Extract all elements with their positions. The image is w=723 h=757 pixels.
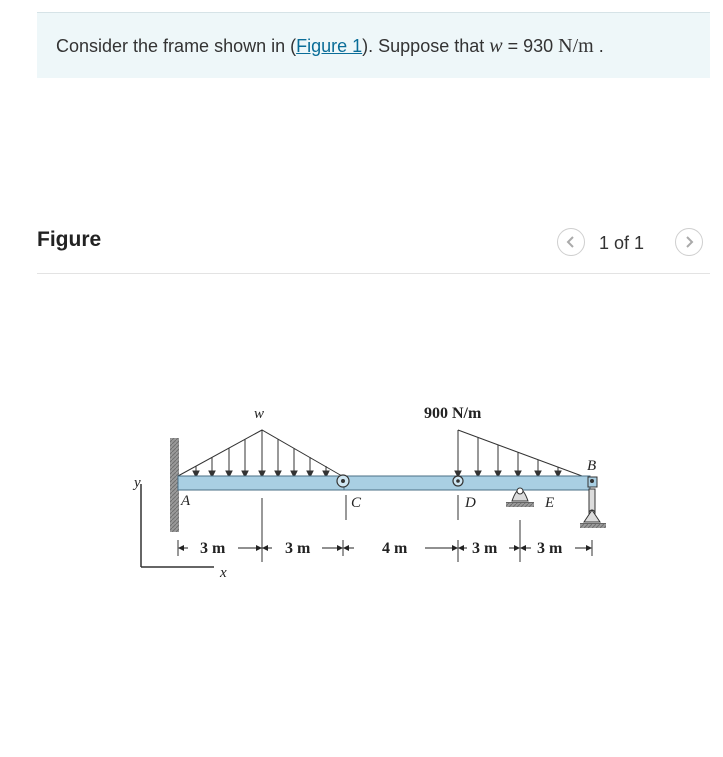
point-e-label: E (545, 495, 555, 511)
figure-heading: Figure (37, 228, 102, 251)
page-indicator: 1 of 1 (599, 233, 645, 253)
right-load-outline (458, 430, 582, 476)
load-900-label: 900 N/m (424, 405, 482, 422)
point-a-label: A (181, 493, 191, 509)
left-load-outline (178, 430, 342, 476)
prompt-text-before: Consider the frame shown in ( (56, 36, 297, 56)
point-c-label: C (351, 495, 362, 511)
prompt-text-after: . (593, 36, 604, 56)
x-axis-label: x (220, 565, 227, 581)
figure-link[interactable]: Figure 1 (296, 36, 363, 56)
prompt-text-middle: ). Suppose that (362, 36, 490, 56)
dimension-3: 4 m (382, 540, 408, 557)
load-w-label: w (254, 406, 265, 422)
dimension-1: 3 m (200, 540, 226, 557)
load-value: = 930 (502, 36, 559, 56)
right-load-arrows (455, 430, 561, 477)
beam-cb (344, 476, 590, 490)
point-b-label: B (587, 458, 597, 474)
dimension-5: 3 m (537, 540, 563, 557)
dimension-4: 3 m (472, 540, 498, 557)
dimension-2: 3 m (285, 540, 311, 557)
y-axis-label: y (134, 475, 141, 491)
load-unit: N/m (558, 35, 594, 57)
left-load-arrows (193, 430, 329, 477)
support-e (506, 488, 534, 507)
point-d-label: D (465, 495, 476, 511)
load-variable: w (489, 35, 503, 57)
beam-ac (178, 476, 346, 490)
